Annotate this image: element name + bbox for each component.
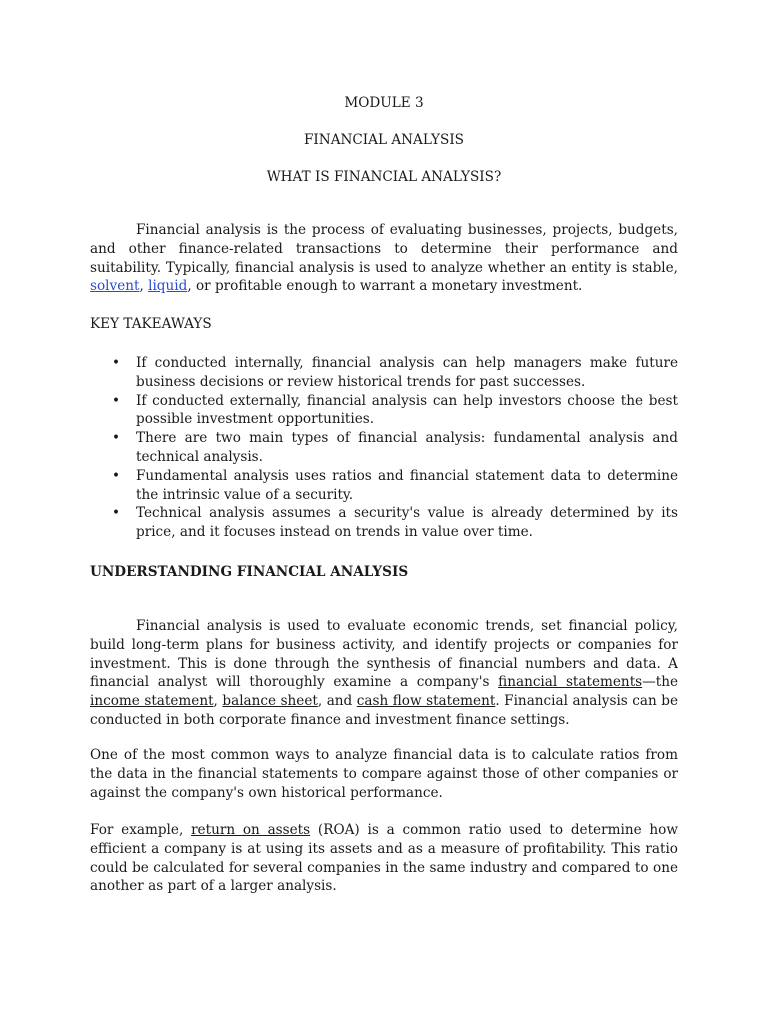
solvent-link[interactable]: solvent (90, 278, 140, 295)
para2-text-4: , and (317, 693, 357, 710)
bullet-icon: • (112, 392, 121, 409)
list-item (90, 354, 678, 392)
bullet-icon: • (112, 505, 121, 522)
list-item (90, 467, 678, 505)
income-statement-link[interactable]: income statement (90, 693, 214, 710)
intro-paragraph (90, 221, 678, 296)
cash-flow-statement-link[interactable]: cash flow statement (356, 693, 496, 710)
para4-text-1: For example, (90, 822, 192, 838)
roa-paragraph (90, 821, 678, 896)
financial-statements-link[interactable]: financial statements (498, 674, 643, 691)
liquid-link[interactable]: liquid (148, 278, 188, 295)
list-item-text: Technical analysis assumes a security's value is already determined by its price, and it focuses instead on trends in value over time. (136, 505, 678, 541)
title-heading: FINANCIAL ANALYSIS (304, 132, 464, 148)
intro-text-after: , or profitable enough to warrant a monetary investment. (187, 278, 583, 295)
module-heading: MODULE 3 (344, 95, 424, 111)
understanding-heading: UNDERSTANDING FINANCIAL ANALYSIS (90, 564, 409, 580)
para2-text-2: —the (642, 674, 678, 691)
para2-text-5: . Financial analysis can be conducted in both corporate finance and investment finance settings. (90, 693, 678, 728)
question-heading: WHAT IS FINANCIAL ANALYSIS? (266, 169, 502, 185)
intro-separator: , (139, 278, 149, 295)
takeaways-list (90, 354, 678, 542)
list-item (90, 504, 678, 542)
intro-text-before: Financial analysis is the process of evaluating businesses, projects, budgets, and other finance-related transactions to determine their performance and suitability. Typically, financial analysis is used to analyze whether an entity is stable, (90, 222, 678, 276)
bullet-icon: • (112, 467, 121, 484)
list-item-text: If conducted externally, financial analysis can help investors choose the best possible investment opportunities. (136, 392, 678, 428)
balance-sheet-link[interactable]: balance sheet (222, 693, 318, 710)
return-on-assets-link[interactable]: return on assets (191, 822, 311, 838)
para2-text-3: , (213, 693, 223, 710)
para2-text-1: Financial analysis is used to evaluate economic trends, set financial policy, build long-term plans for business activity, and identify projects or companies for investment. This is done through the synthesis of financial numbers and data. A financial analyst will thoroughly examine a company's (90, 618, 678, 691)
bullet-icon: • (112, 355, 121, 371)
key-takeaways-heading: KEY TAKEAWAYS (90, 316, 212, 332)
bullet-icon: • (112, 430, 121, 447)
list-item (90, 392, 678, 430)
list-item-text: Fundamental analysis uses ratios and financial statement data to determine the intrinsic value of a security. (136, 467, 678, 503)
para4-text-2: (ROA) is a common ratio used to determine how efficient a company is at using its assets and as a measure of profitability. This ratio could be calculated for several companies in the same industry and compared to one another as part of a larger analysis. (90, 822, 678, 895)
list-item-text: There are two main types of financial analysis: fundamental analysis and technical analysis. (136, 430, 678, 465)
list-item-text: If conducted internally, financial analysis can help managers make future business decisions or review historical trends for past successes. (136, 355, 678, 390)
understanding-paragraph (90, 617, 678, 730)
list-item (90, 429, 678, 467)
ratios-paragraph: One of the most common ways to analyze financial data is to calculate ratios from the data in the financial statements to compare against those of other companies or against the company's own historical performance. (90, 747, 678, 801)
